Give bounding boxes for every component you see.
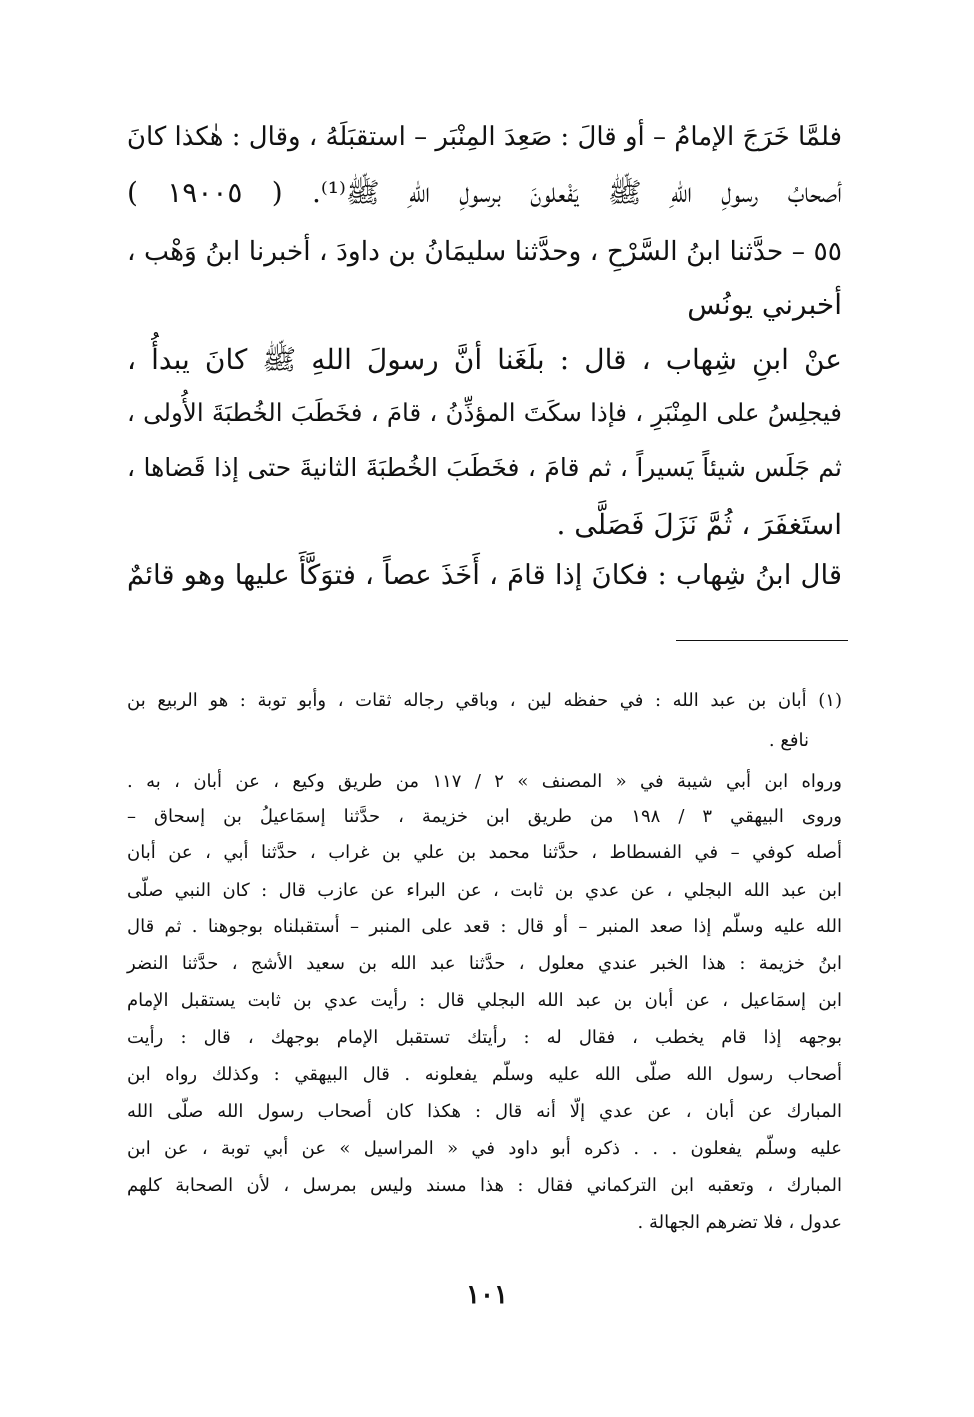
- footnote-line: المبارك عن أبان ، عن عدي إلّا أنه قال : هكذا كان أصحاب رسول الله صلّى الله: [127, 1101, 842, 1122]
- main-text-line: عنْ ابنِ شِهاب ، قال : بلَغَنا أنَّ رسولَ اللهِ ﷺ كانَ يبدأُ ،: [127, 343, 842, 376]
- main-text-line: قال ابنُ شِهاب : فكانَ إذا قامَ ، أَخَذَ عصاً ، فتوَكَّأَ عليها وهو قائمٌ: [127, 559, 842, 591]
- footnote-line: أصله كوفي – في الفسطاط ، حدَّثنا محمد بن علي بن غراب ، حدَّثنا أبي ، عن أبان: [127, 842, 842, 863]
- footnote-line: الله عليه وسلّم إذا صعد المنبر – أو قال : قعد على المنبر – أستقبلناه بوجوهنا . ثم قال: [127, 916, 842, 937]
- footnote-line: ابنُ خزيمة : هذا الخبر عندي معلول ، حدَّثنا عبد الله بن سعيد الأشج ، حدَّثنا النضر: [127, 953, 842, 974]
- footnote-line: وروى البيهقي ٣ / ١٩٨ من طريق ابن خزيمة ، حدَّثنا إسمَاعيلُ بن إسحاق –: [127, 806, 842, 827]
- footnote-line: المبارك ، وتعقبه ابن التركماني فقال : هذا مسند وليس بمرسل ، لأن الصحابة كلهم: [127, 1175, 842, 1196]
- footnote-line: عليه وسلّم يفعلون . . . ذكره أبو داود في « المراسيل » عن أبي توبة ، عن ابن: [127, 1138, 842, 1159]
- footnote-line: ابن إسمَاعيل ، عن أبان بن عبد الله البجلي قال : رأيت عدي بن ثابت يستقبل الإمام: [127, 990, 842, 1011]
- footnote-line: عدول ، فلا تضرهم الجهالة .: [637, 1212, 842, 1233]
- hadith-number-line: ٥٥ – حدَّثنا ابنُ السَّرْحِ ، وحدَّثنا سليمَانُ بن داودَ ، أخبرنا ابنُ وَهْب ،: [127, 236, 842, 267]
- footnote-separator: [676, 640, 848, 641]
- footnote-line: ابن عبد الله البجلي ، عن عدي بن ثابت ، عن البراء عن عازب قال : كان النبي صلّى: [127, 880, 842, 901]
- main-text-line: فلمَّا خَرَجَ الإمامُ – أو قالَ : صَعِدَ المِنْبَر – استقبَلَهُ ، وقال : هٰكذا كانَ: [126, 122, 842, 152]
- page-number: ١٠١: [466, 1280, 508, 1310]
- main-text-line: استَغفَرَ ، ثُمَّ نَزَلَ فَصَلَّى .: [556, 508, 842, 541]
- main-text-line: أخبرني يونُس: [687, 288, 842, 321]
- footnote-line: ورواه ابن أبي شيبة في « المصنف » ٢ / ١١٧ من طريق وكيع ، عن أبان ، به .: [127, 771, 842, 792]
- footnote-line: نافع .: [768, 730, 809, 751]
- main-text-line: فيجلِسُ على المِنْبَرِ ، فإذا سكَتَ المؤذِّنُ ، قامَ ، فخَطَبَ الخُطبَةَ الأُولى ،: [127, 398, 842, 427]
- footnote-line: أصحاب رسول الله صلّى الله عليه وسلّم يفعلونه . قال البيهقي : وكذلك رواه ابن: [127, 1064, 842, 1085]
- footnote-line: (١) أبان بن عبد الله : في حفظه لين ، وباقي رجاله ثقات ، وأبو توبة : هو الربيع بن: [127, 690, 842, 711]
- main-text-line: أصحابُ رسولِ اللهِ ﷺ يَفْعلونَ برسولِ اللهِ ﷺ⁽¹⁾. ( ١٩٠٠٥ ): [127, 176, 842, 209]
- footnote-line: بوجهه إذا قام يخطب ، فقال له : رأيتك تستقبل الإمام بوجهك ، قال : رأيت: [127, 1027, 842, 1048]
- main-text-line: ثم جَلَس شيئاً يَسيراً ، ثم قامَ ، فخَطَبَ الخُطبَةَ الثانيةَ حتى إذا قَضاها ،: [127, 453, 842, 482]
